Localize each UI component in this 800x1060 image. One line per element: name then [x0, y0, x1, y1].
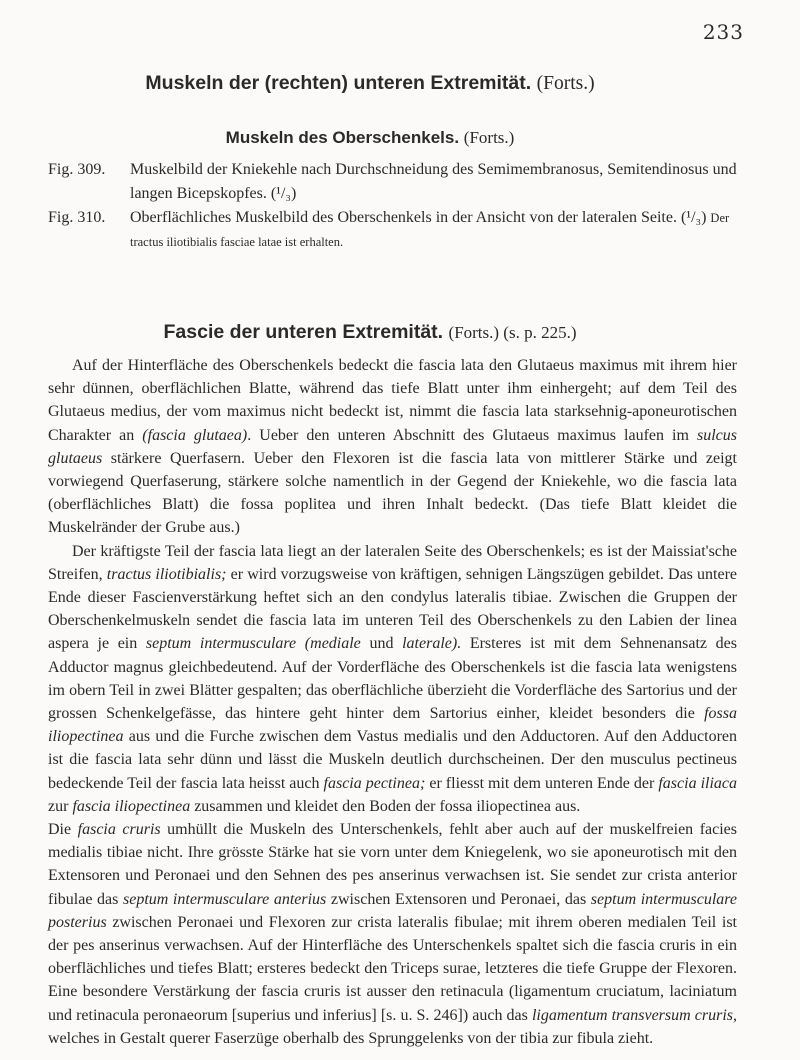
section-heading-main: Muskeln des Oberschenkels.	[225, 128, 460, 147]
text-run: umhüllt die Muskeln des Unterschenkels, fehlt aber auch auf der muskelfreien facies medialis tibiae nicht. Ihre grösste Stärke hat sie vorn unter dem Kniegelenk, wo sie aponeurotisch mit den Extensoren und Peronaei und den Sehnen des pes anserinus verwachsen ist. Sie sendet zur crista anterior fibulae das	[48, 821, 738, 908]
section-heading-cont: (Forts.)	[463, 128, 515, 147]
text-run: und	[360, 635, 403, 653]
body-text	[48, 354, 737, 1050]
text-run: stärkere Querfasern. Ueber den Flexoren ist die fascia lata von mittlerer Stärke und zeigt vorwiegend Querfaserung, stärkere solche namentlich in der Gegend der Kniekehle, wo die fascia lata (oberflächliches Blatt) die fossa poplitea und ihren Inhalt bedeckt. (Das tiefe Blatt kleidet die Muskelränder der Grube aus.)	[48, 449, 737, 537]
fascia-heading	[0, 321, 740, 344]
italic-term: septum intermusculare (mediale	[145, 635, 361, 653]
italic-term: laterale).	[402, 635, 462, 653]
italic-term: fascia pectinea;	[323, 774, 426, 792]
page-number: 233	[702, 20, 744, 44]
text-run: zusammen und kleidet den Boden der fossa iliopectinea aus.	[190, 797, 581, 815]
figure-caption	[130, 206, 738, 254]
text-run: er wird vorzugsweise von kräftigen, sehnigen Längszügen gebildet. Das untere Ende dieser Fascienverstärkung heftet sich an den condylus lateralis tibiae. Zwischen die Gruppen der Oberschenkelmuskeln sendet die fascia lata im unteren Teil des Oberschenkels zu den Labien der linea aspera je ein	[48, 565, 738, 653]
chapter-heading-cont: (Forts.)	[536, 73, 595, 94]
italic-term: fascia cruris	[77, 821, 161, 839]
figure-note: Der tractus iliotibialis fasciae latae ist erhalten.	[130, 211, 730, 249]
paragraph-3	[48, 818, 737, 1050]
figure-number: Fig. 309.	[48, 161, 106, 178]
figure-list	[48, 158, 738, 254]
text-run: Ersteres ist mit dem Sehnenansatz des Adductor magnus gleichbedeutend. Auf der Vorderfläche des Oberschenkels ist die fascia lata wenigstens im obern Teil in zwei Blätter gespalten; das oberflächliche überzieht die Vorderfläche des Sartorius und der grossen Schenkelgefässe, das hintere geht hinter dem Sartorius einher, kleidet besonders die	[48, 635, 738, 723]
paragraph-2	[48, 540, 737, 818]
italic-term: ligamentum transversum cruris,	[531, 1006, 737, 1024]
chapter-heading	[0, 72, 740, 95]
text-run: Die	[48, 821, 78, 839]
figure-entry	[48, 158, 738, 206]
italic-term: fossa iliopectinea	[48, 705, 737, 746]
fascia-heading-cont: (Forts.) (s. p. 225.)	[448, 323, 577, 342]
text-run: aus und die Furche zwischen dem Vastus medialis und den Adductoren. Auf den Adductoren ist die fascia lata sehr dünn und lässt die Muskeln deutlich durchscheinen. Der den musculus pectineus bedeckende Teil der fascia lata heisst auch	[48, 728, 737, 792]
figure-caption-text: Oberflächliches Muskelbild des Oberschenkels in der Ansicht von der lateralen Seite. (¹/₃)	[130, 209, 707, 226]
italic-term: tractus iliotibialis;	[106, 565, 227, 583]
italic-term: fascia iliopectinea	[72, 797, 191, 815]
figure-caption: Muskelbild der Kniekehle nach Durchschneidung des Semimembranosus, Semitendinosus und langen Bicepskopfes. (¹/₃)	[130, 161, 737, 202]
paragraph-1	[48, 354, 737, 540]
section-heading	[0, 128, 740, 148]
figure-entry	[48, 206, 738, 254]
italic-term: (fascia glutaea)	[142, 426, 248, 444]
chapter-heading-main: Muskeln der (rechten) unteren Extremität.	[145, 72, 532, 94]
text-run: er fliesst mit dem unteren Ende der	[425, 774, 659, 792]
fascia-heading-main: Fascie der unteren Extremität.	[163, 321, 444, 343]
text-run: Der kräftigste Teil der fascia lata liegt an der lateralen Seite des Oberschenkels; es ist der Maissiat'sche Streifen,	[48, 542, 737, 583]
text-run: Auf der Hinterfläche des Oberschenkels bedeckt die fascia lata den Glutaeus maximus mit ihrem hier sehr dünnen, oberflächlichen Blatte, während das tiefe Blatt unter ihm einhergeht; auf dem Teil des Glutaeus medius, der vom maximus nicht bedeckt ist, nimmt die fascia lata starksehnig-aponeurotischen Charakter an	[48, 357, 737, 444]
italic-term: fascia iliaca	[658, 774, 738, 792]
text-run: zwischen Extensoren und Peronaei, das	[326, 890, 591, 908]
italic-term: sulcus glutaeus	[48, 426, 737, 467]
text-run: zwischen Peronaei und Flexoren zur crista lateralis fibulae; mit ihrem oberen medialen Teil ist der pes anserinus verwachsen. Auf der Hinterfläche des Unterschenkels spaltet sich die fascia cruris in ein oberflächliches und tiefes Blatt; ersteres bedeckt den Triceps surae, letzteres die tiefe Gruppe der Flexoren. Eine besondere Verstärkung der fascia cruris ist ausser den retinacula (ligamentum cruciatum, laciniatum und retinacula peronaeorum [superius und inferius] [s. u. S. 246]) auch das	[48, 913, 737, 1024]
text-run: welches in Gestalt querer Faserzüge oberhalb des Sprunggelenks von der tibia zur fibula zieht.	[48, 1029, 654, 1047]
figure-number: Fig. 310.	[48, 209, 106, 226]
italic-term: septum intermusculare anterius	[122, 890, 327, 908]
italic-term: septum intermusculare posterius	[48, 890, 738, 931]
text-run: zur	[48, 797, 73, 815]
text-run: . Ueber den unteren Abschnitt des Glutaeus maximus laufen im	[247, 426, 697, 444]
